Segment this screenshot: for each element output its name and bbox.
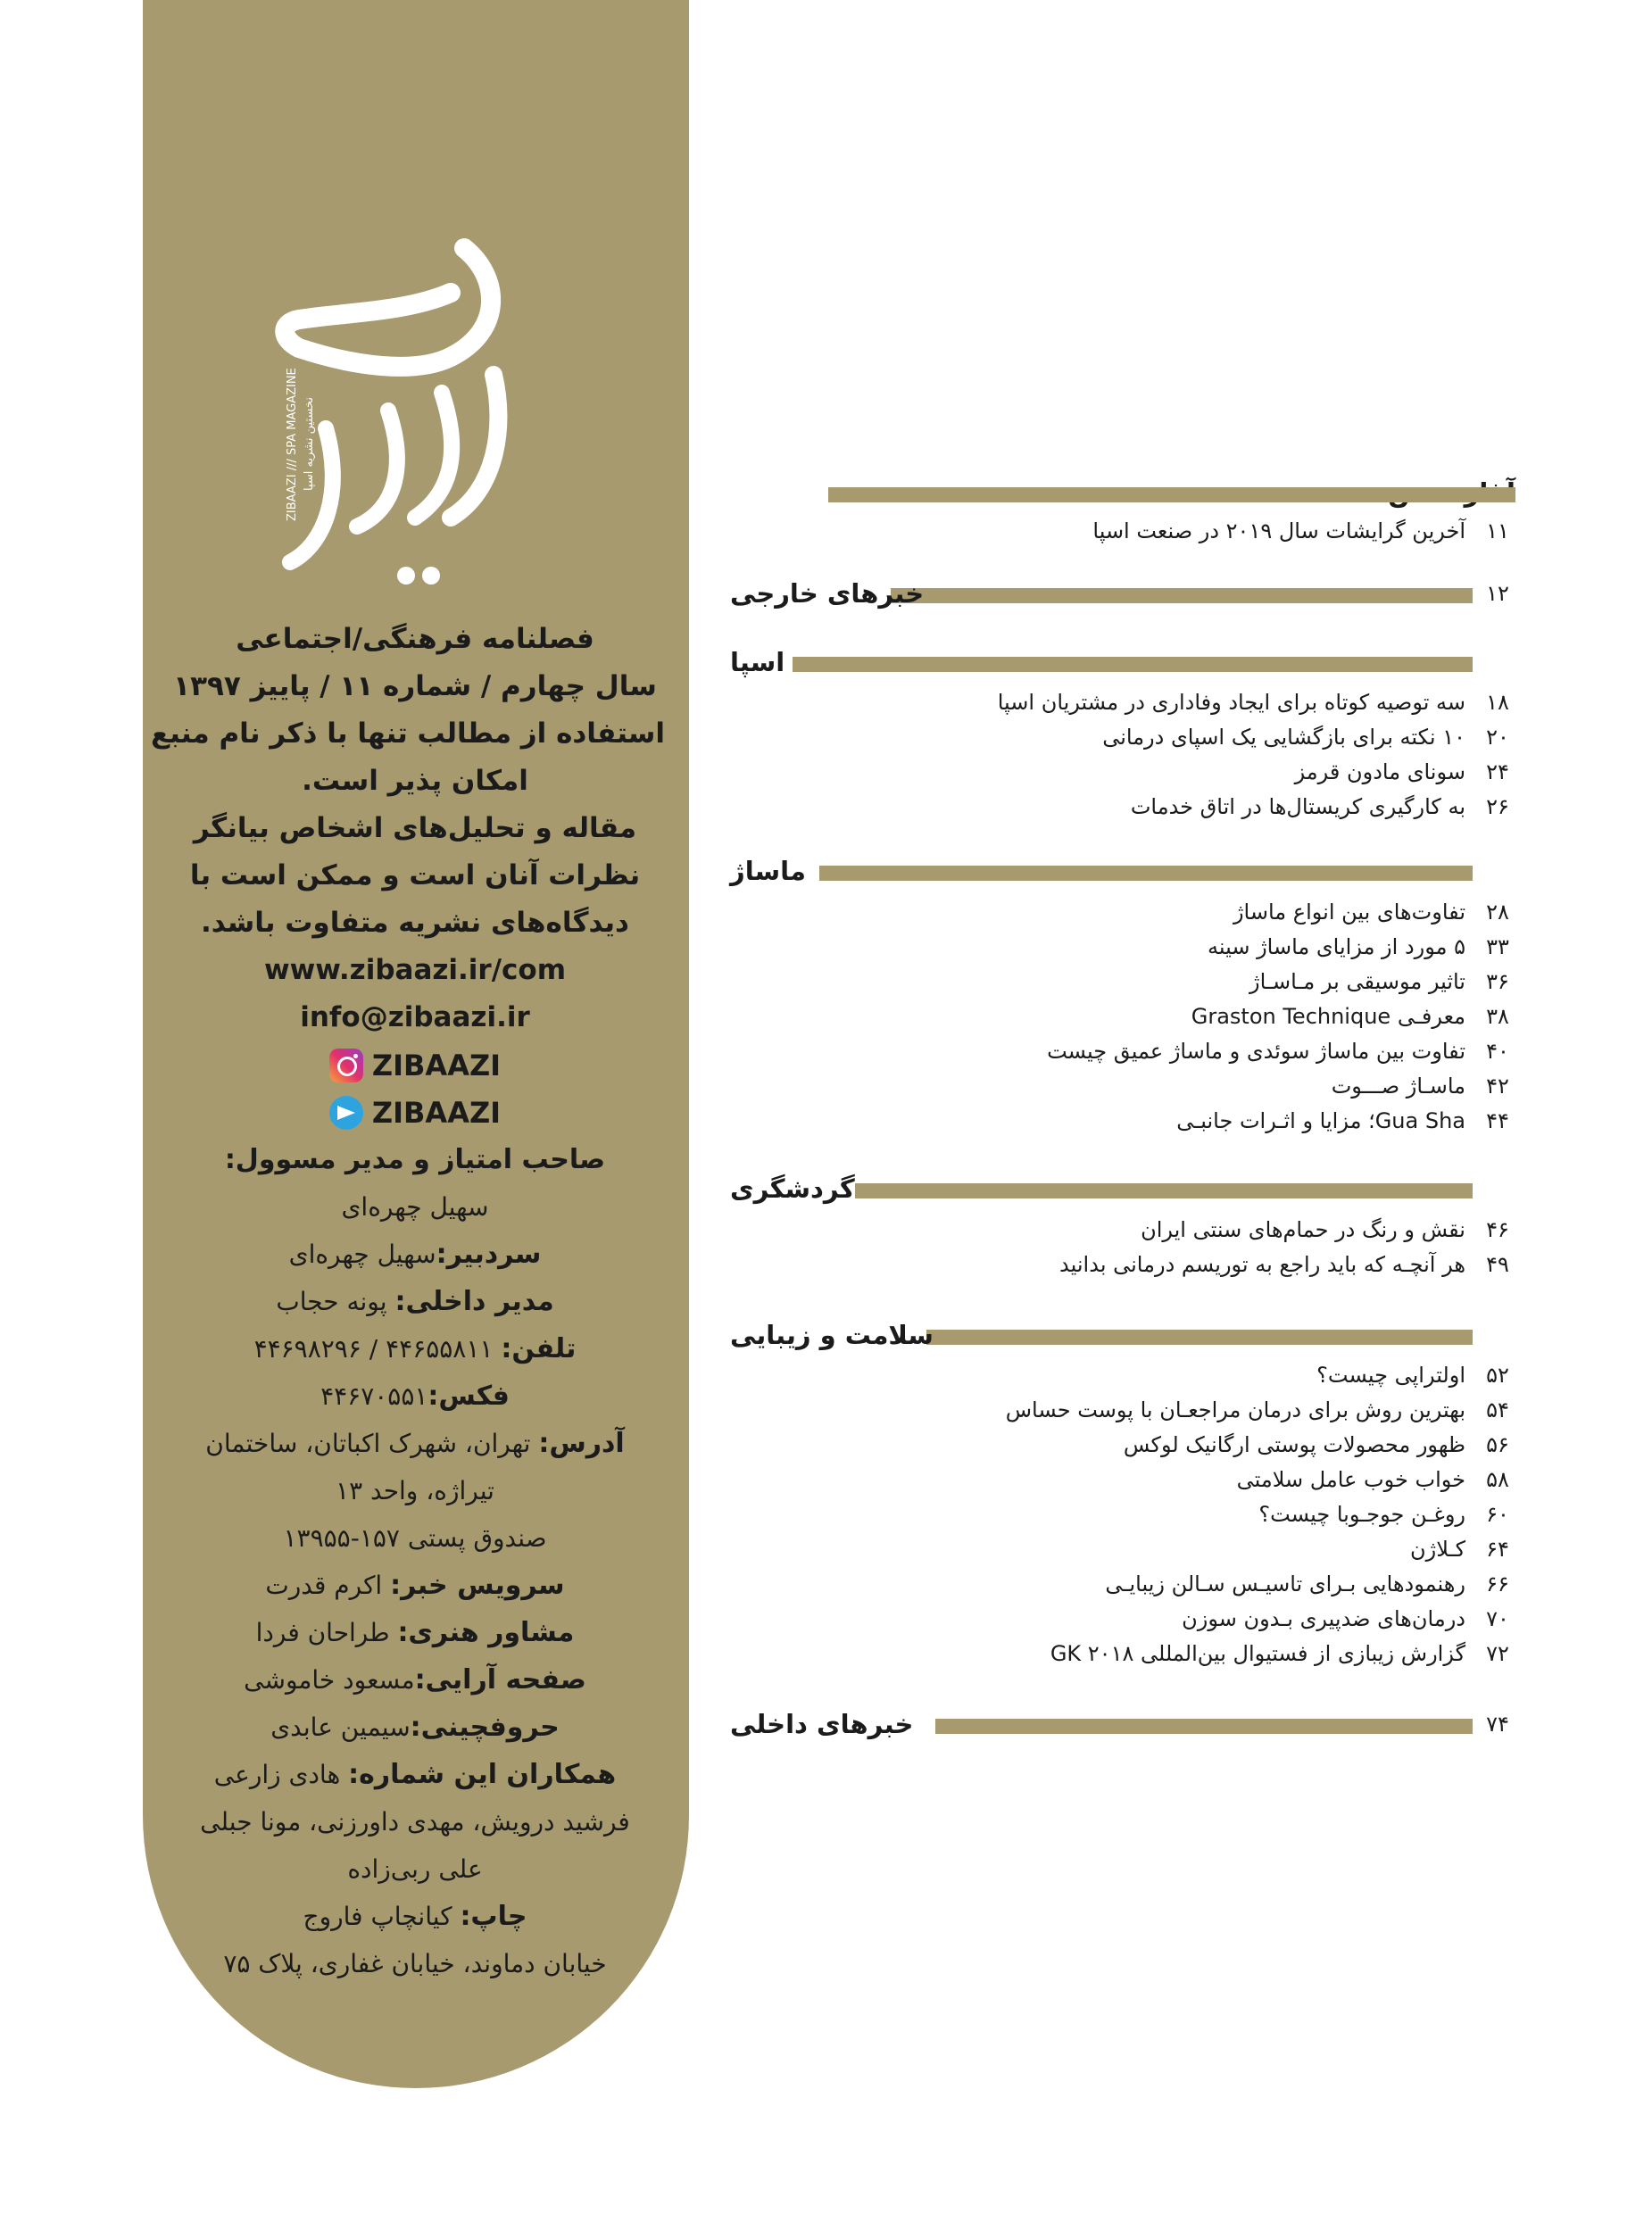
toc-item[interactable] (730, 1566, 1515, 1602)
toc-item-page: ۴۴ (1486, 1108, 1509, 1133)
credit-print: چاپ: کیانچاپ فاروج (303, 1901, 527, 1932)
instagram-icon (329, 1049, 363, 1082)
toc-section-bar (828, 487, 1515, 502)
telegram-row[interactable] (165, 1089, 665, 1136)
toc-item[interactable] (730, 1033, 1515, 1069)
toc-section-bar (855, 1183, 1473, 1198)
toc-item[interactable] (730, 1497, 1515, 1532)
toc-item-title: تاثیر موسیقی بر مـاسـاژ (1249, 969, 1465, 994)
credit-address-line2: تیراژه، واحد ۱۳ (336, 1476, 494, 1505)
toc-item-title: رهنمودهایی بـرای تاسیـس سـالن زیبایـی (1105, 1571, 1465, 1596)
toc-section[interactable] (730, 475, 1515, 510)
toc-item[interactable] (730, 964, 1515, 999)
toc-item-page: ۵۸ (1486, 1467, 1509, 1492)
credit-news: سرویس خبر: اکرم قدرت (265, 1570, 565, 1601)
toc-section-title: گردشگری (730, 1173, 855, 1204)
instagram-handle: ZIBAAZI (371, 1048, 502, 1082)
toc-item[interactable] (730, 1357, 1515, 1393)
credit-typeset: حروفچینی:سیمین عابدی (270, 1712, 560, 1743)
toc-item-page: ۵۶ (1486, 1432, 1509, 1457)
toc-item[interactable] (730, 754, 1515, 790)
toc-item-title: خواب خوب عامل سلامتی (1236, 1467, 1465, 1492)
toc-section[interactable] (730, 1317, 1515, 1353)
toc-item[interactable] (730, 1462, 1515, 1497)
toc-item[interactable] (730, 1068, 1515, 1104)
telegram-handle: ZIBAAZI (371, 1095, 502, 1130)
toc-item[interactable] (730, 1427, 1515, 1463)
toc-item[interactable] (730, 1636, 1515, 1671)
toc-item-title: آخرین گرایشات سال ۲۰۱۹ در صنعت اسپا (1092, 518, 1465, 543)
toc-item-title: ۱۰ نکته برای بازگشایی یک اسپای درمانی (1102, 725, 1465, 750)
credit-fax: فکس:۴۴۶۷۰۵۵۱ (320, 1381, 510, 1412)
toc-item-page: ۴۹ (1486, 1252, 1509, 1277)
telegram-icon (329, 1096, 363, 1130)
toc-item-page: ۷۰ (1486, 1606, 1509, 1631)
logo-side-text-fa: نخستین نشریه اسپا (303, 397, 316, 492)
logo-side-text-en: ZIBAAZI /// SPA MAGAZINE (286, 368, 299, 521)
toc-item-title: ۵ مورد از مزایای ماساژ سینه (1207, 934, 1465, 959)
website-link[interactable]: www.zibaazi.ir/com (263, 954, 567, 986)
credit-owner-name: سهیل چهره‌ای (341, 1192, 489, 1222)
toc-item-title: نقش و رنگ در حمام‌های سنتی ایران (1141, 1217, 1465, 1242)
toc-item[interactable] (730, 1103, 1515, 1139)
toc-item[interactable] (730, 1531, 1515, 1567)
toc-item-title: Gua Sha؛ مزایا و اثـرات جانبـی (1176, 1108, 1465, 1133)
toc-item-title: تفاوت‌های بین انواع ماساژ (1233, 900, 1465, 925)
credit-contributors-line2: فرشید درویش، مهدی داورزنی، مونا جبلی (200, 1807, 630, 1837)
toc-section[interactable] (730, 644, 1515, 680)
toc-section[interactable] (730, 853, 1515, 889)
credit-layout: صفحه آرایی:مسعود خاموشی (244, 1664, 586, 1696)
toc-section[interactable] (730, 576, 1515, 611)
toc-item-title: گزارش زیبازی از فستیوال بین‌المللی GK ۲۰۱۸ (1050, 1641, 1465, 1666)
toc-item-title: سونای مادون قرمز (1294, 759, 1465, 784)
toc-item-page: ۵۲ (1486, 1363, 1509, 1388)
toc-item[interactable] (730, 894, 1515, 930)
toc-section-title: اسپا (730, 647, 785, 677)
toc-item-title: روغـن جوجـوبا چیست؟ (1258, 1502, 1465, 1527)
toc-item-page: ۶۴ (1486, 1537, 1509, 1562)
table-of-contents (730, 0, 1515, 2214)
toc-item[interactable] (730, 929, 1515, 965)
instagram-row[interactable] (165, 1041, 665, 1089)
masthead-line: استفاده از مطالب تنها با ذکر نام منبع (150, 717, 665, 750)
toc-item[interactable] (730, 1247, 1515, 1282)
toc-section[interactable] (730, 1706, 1515, 1742)
toc-section-bar (819, 866, 1473, 881)
logo-side-text (284, 350, 320, 539)
masthead-line: سال چهارم / شماره ۱۱ / پاییز ۱۳۹۷ (173, 670, 657, 702)
toc-item-title: اولتراپی چیست؟ (1316, 1363, 1465, 1388)
toc-item[interactable] (730, 1601, 1515, 1637)
toc-section-bar (793, 657, 1473, 672)
toc-item-page: ۴۶ (1486, 1217, 1509, 1242)
toc-section-title: سلامت و زیبایی (730, 1320, 934, 1350)
toc-item[interactable] (730, 1212, 1515, 1248)
toc-item-title: درمان‌های ضدپیری بـدون سوزن (1182, 1606, 1465, 1631)
credit-phone: تلفن: ۴۴۶۵۵۸۱۱ / ۴۴۶۹۸۲۹۶ (253, 1333, 577, 1364)
credit-address: آدرس: تهران، شهرک اکباتان، ساختمان (205, 1428, 625, 1459)
toc-item-title: ماسـاژ صـــوت (1331, 1074, 1465, 1099)
toc-item-title: کـلاژن (1410, 1537, 1465, 1562)
toc-item[interactable] (730, 513, 1515, 549)
toc-item-page: ۷۲ (1486, 1641, 1509, 1666)
toc-item-page: ۶۶ (1486, 1571, 1509, 1596)
toc-item-page: ۲۸ (1486, 900, 1509, 925)
credit-editor: سردبیر:سهیل چهره‌ای (288, 1239, 542, 1270)
masthead-line: فصلنامه فرهنگی/اجتماعی (236, 623, 594, 655)
credit-contributors: همکاران این شماره: هادی زارعی (213, 1759, 617, 1790)
toc-section-page: ۱۲ (1486, 581, 1509, 606)
toc-item[interactable] (730, 684, 1515, 720)
masthead-line: دیدگاه‌های نشریه متفاوت باشد. (201, 907, 629, 939)
toc-item-page: ۳۸ (1486, 1004, 1509, 1029)
masthead-info (150, 616, 665, 1987)
email-link[interactable]: info@zibaazi.ir (300, 1001, 530, 1033)
toc-item-page: ۴۰ (1486, 1039, 1509, 1064)
toc-item-page: ۱۸ (1486, 690, 1509, 715)
toc-section[interactable] (730, 1171, 1515, 1207)
toc-item-page: ۴۲ (1486, 1074, 1509, 1099)
toc-item-title: هر آنچـه که باید راجع به توریسم درمانی بدانید (1059, 1252, 1465, 1277)
toc-item-page: ۳۳ (1486, 934, 1509, 959)
toc-item-page: ۲۰ (1486, 725, 1509, 750)
credit-art: مشاور هنری: طراحان فردا (255, 1617, 575, 1648)
credit-print-address: خیابان دماوند، خیابان غفاری، پلاک ۷۵ (223, 1949, 607, 1978)
credit-pobox: صندوق پستی ۱۵۷-۱۳۹۵۵ (283, 1523, 547, 1553)
toc-item[interactable] (730, 1392, 1515, 1428)
toc-item-page: ۶۰ (1486, 1502, 1509, 1527)
masthead-line: مقاله و تحلیل‌های اشخاص بیانگر (193, 812, 637, 844)
credit-owner: صاحب امتیاز و مدیر مسوول: (224, 1144, 606, 1175)
toc-item[interactable] (730, 999, 1515, 1034)
toc-item-title: معرفـی Graston Technique (1191, 1004, 1465, 1029)
credit-manager: مدیر داخلی: پونه حجاب (276, 1286, 554, 1317)
credit-contributors-line3: علی ربی‌زاده (347, 1854, 483, 1884)
toc-section-bar (891, 588, 1473, 603)
toc-section-title: ماساژ (730, 856, 806, 886)
toc-item-title: تفاوت بین ماساژ سوئدی و ماساژ عمیق چیست (1047, 1039, 1465, 1064)
toc-item-page: ۲۴ (1486, 759, 1509, 784)
toc-item-title: ظهور محصولات پوستی ارگانیک لوکس (1123, 1432, 1465, 1457)
toc-section-bar (926, 1330, 1473, 1345)
toc-item-page: ۱۱ (1486, 518, 1509, 543)
toc-item-page: ۲۶ (1486, 794, 1509, 819)
toc-section-bar (935, 1719, 1473, 1734)
toc-section-page: ۷۴ (1486, 1712, 1509, 1737)
toc-section-title: خبرهای داخلی (730, 1709, 914, 1739)
masthead-line: نظرات آنان است و ممکن است با (189, 859, 641, 891)
toc-section-title: خبرهای خارجی (730, 578, 925, 609)
masthead-line: امکان پذیر است. (302, 765, 528, 797)
toc-item[interactable] (730, 789, 1515, 825)
toc-item-page: ۳۶ (1486, 969, 1509, 994)
toc-item-title: بهترین روش برای درمان مراجعـان با پوست حساس (1005, 1397, 1465, 1422)
toc-item-page: ۵۴ (1486, 1397, 1509, 1422)
toc-item-title: سه توصیه کوتاه برای ایجاد وفاداری در مشتریان اسپا (997, 690, 1465, 715)
toc-item[interactable] (730, 719, 1515, 755)
toc-item-title: به کارگیری کریستال‌ها در اتاق خدمات (1130, 794, 1465, 819)
